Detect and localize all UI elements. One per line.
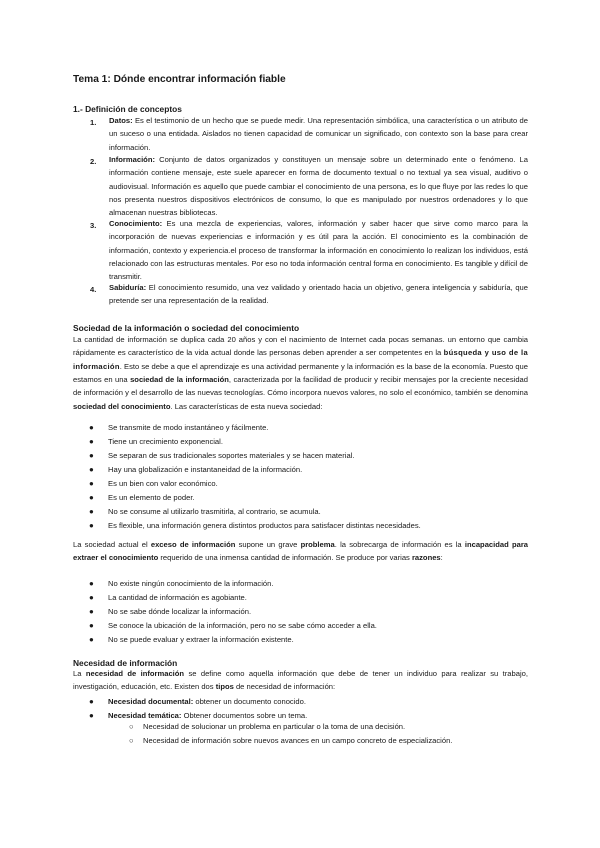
section-heading-definitions: 1.- Definición de conceptos bbox=[73, 104, 182, 114]
bullet-icon: ● bbox=[89, 579, 94, 588]
section-heading-sociedad: Sociedad de la información o sociedad del conocimiento bbox=[73, 323, 300, 333]
paragraph-text: requerido de una inmensa cantidad de información. Se produce por varias bbox=[158, 553, 412, 563]
emphasis-text: exceso de información bbox=[150, 540, 236, 549]
list-item bbox=[89, 695, 306, 709]
list-item-text: La cantidad de información es agobiante. bbox=[108, 593, 247, 602]
definition-informacion bbox=[109, 153, 528, 220]
definition-conocimiento bbox=[109, 217, 528, 284]
definition-text: El conocimiento resumido, una vez validado y orientado hacia un objetivo, genera inteligencia y sabiduría, que pretende ser una representación de la realidad. bbox=[109, 283, 528, 306]
paragraph-text: . Esto se debe a que el aprendizaje es una actividad permanente y la información es la base de la economía. Puesto que estamos en una bbox=[73, 361, 528, 385]
paragraph-text: supone un grave bbox=[235, 540, 301, 549]
bullet-icon: ● bbox=[89, 635, 94, 644]
circle-bullet-icon: ○ bbox=[129, 722, 134, 731]
list-item-text: No existe ningún conocimiento de la información. bbox=[108, 579, 274, 588]
emphasis-text: tipos bbox=[215, 682, 234, 692]
list-item-text: obtener un documento conocido. bbox=[193, 697, 306, 706]
list-number: 4. bbox=[90, 285, 97, 294]
list-item bbox=[89, 463, 302, 477]
list-item bbox=[89, 619, 377, 633]
paragraph-text: La cantidad de información se duplica cada 20 años y con el nacimiento de Internet cada pocas semanas. un entorno que cambia rápidamente es característico de la vida actual donde las personas deben aprender a ser competentes en la bbox=[73, 335, 528, 358]
emphasis-text: sociedad de la información bbox=[130, 375, 229, 385]
paragraph-text: se define como aquella información que debe de tener un individuo para realizar su trabajo, investigación, educación, etc. Existen dos bbox=[73, 669, 528, 692]
bullet-icon: ● bbox=[89, 423, 94, 432]
bullet-icon: ● bbox=[89, 507, 94, 516]
list-item-text: Necesidad de solucionar un problema en particular o la toma de una decisión. bbox=[143, 722, 406, 731]
bullet-icon: ● bbox=[89, 465, 94, 474]
list-item bbox=[89, 505, 321, 519]
exceso-paragraph bbox=[73, 538, 528, 565]
sub-list-item bbox=[129, 736, 452, 745]
emphasis-text: problema bbox=[300, 540, 335, 549]
list-item-text: No se consume al utilizarlo trasmitirla, al contrario, se acumula. bbox=[108, 507, 321, 516]
definition-text: Es una mezcla de experiencias, valores, información y saber hacer que sirve como marco para la incorporación de nuevas experiencias e información y es útil para la acción. El conocimiento es la combinación de información, contexto y experiencia.el proceso de transformar la información en conocimiento lo realizan los individuos, está relacionado con las estructuras mentales. Por eso no toda información central forma en conocimiento. Es tangible y difícil de transmitir. bbox=[109, 219, 528, 282]
list-item bbox=[89, 605, 251, 619]
paragraph-text: . la sobrecarga de información es la bbox=[334, 540, 465, 549]
list-item-text: Obtener documentos sobre un tema. bbox=[181, 711, 308, 720]
list-item-text: Es un bien con valor económico. bbox=[108, 479, 218, 488]
circle-bullet-icon: ○ bbox=[129, 736, 134, 745]
emphasis-text: búsqueda y uso de la información bbox=[73, 348, 528, 371]
list-item-text: Necesidad de información sobre nuevos avances en un campo concreto de especialización. bbox=[143, 736, 453, 745]
definition-text: Es el testimonio de un hecho que se puede medir. Una representación simbólica, una característica o un atributo de un suceso o una entidada. Aislados no tienen capacidad de comunicar un significado, con contexto son la base para crear información. bbox=[109, 116, 528, 152]
list-item-text: Tiene un crecimiento exponencial. bbox=[108, 437, 223, 446]
necesidad-paragraph bbox=[73, 667, 528, 694]
list-item bbox=[89, 435, 223, 449]
definition-term: Conocimiento: bbox=[109, 219, 163, 228]
paragraph-text: La sociedad actual el bbox=[73, 540, 151, 549]
list-item-text: Se separan de sus tradicionales soportes materiales y se hacen material. bbox=[108, 451, 355, 460]
list-item bbox=[89, 591, 247, 605]
paragraph-text: de necesidad de información: bbox=[233, 682, 336, 692]
list-item-text: Es un elemento de poder. bbox=[108, 493, 195, 502]
document-title: Tema 1: Dónde encontrar información fiable bbox=[73, 74, 286, 85]
emphasis-text: sociedad del conocimiento bbox=[73, 401, 171, 411]
definition-sabiduria bbox=[109, 281, 528, 308]
bullet-icon: ● bbox=[89, 621, 94, 630]
list-item bbox=[89, 709, 307, 723]
definition-datos bbox=[109, 114, 528, 154]
list-item-text: Se transmite de modo instantáneo y fácilmente. bbox=[108, 423, 269, 432]
definition-term: Información: bbox=[109, 155, 155, 164]
sub-list-item bbox=[129, 722, 405, 731]
bullet-icon: ● bbox=[89, 697, 94, 706]
list-item-text: No se puede evaluar y extraer la información existente. bbox=[108, 635, 294, 644]
paragraph-text: La bbox=[73, 669, 86, 678]
list-item bbox=[89, 519, 421, 533]
sociedad-paragraph bbox=[73, 333, 528, 413]
list-item-text: Se conoce la ubicación de la información, pero no se sabe cómo acceder a ella. bbox=[108, 621, 377, 630]
bullet-icon: ● bbox=[89, 437, 94, 446]
definition-term: Datos: bbox=[109, 116, 133, 125]
list-number: 3. bbox=[90, 221, 97, 230]
emphasis-text: necesidad de información bbox=[85, 669, 185, 678]
bullet-icon: ● bbox=[89, 607, 94, 616]
list-item bbox=[89, 449, 355, 463]
emphasis-text: incapacidad para extraer el conocimiento bbox=[73, 540, 528, 563]
emphasis-text: razones bbox=[411, 553, 441, 563]
paragraph-text: , caracterizada por la facilidad de producir y recibir mensajes por la creciente necesidad de información y el desarrollo de las nuevas tecnologías. Cómo incorpora nuevos valores, no solo el económico, también se denomina bbox=[73, 375, 528, 398]
list-item bbox=[89, 477, 218, 491]
list-item bbox=[89, 633, 294, 647]
bullet-icon: ● bbox=[89, 479, 94, 488]
list-item bbox=[89, 577, 273, 591]
emphasis-text: Necesidad documental: bbox=[108, 697, 194, 706]
emphasis-text: Necesidad temática: bbox=[108, 711, 182, 720]
list-item bbox=[89, 421, 268, 435]
list-item bbox=[89, 491, 195, 505]
list-item-text: Es flexible, una información genera distintos productos para satisfacer distintas necesidades. bbox=[108, 521, 421, 530]
bullet-icon: ● bbox=[89, 593, 94, 602]
section-heading-necesidad: Necesidad de información bbox=[73, 658, 178, 668]
list-item-text: No se sabe dónde localizar la información. bbox=[108, 607, 252, 616]
bullet-icon: ● bbox=[89, 493, 94, 502]
paragraph-text: : bbox=[440, 553, 443, 563]
bullet-icon: ● bbox=[89, 521, 94, 530]
bullet-icon: ● bbox=[89, 711, 94, 720]
list-number: 2. bbox=[90, 157, 97, 166]
list-item-text: Hay una globalización e instantaneidad de la información. bbox=[108, 465, 303, 474]
definition-text: Conjunto de datos organizados y constituyen un mensaje sobre un determinado ente o fenómeno. La información contiene mensaje, este suele aparecer en forma de documento textual o no textual ya sea visual, auditivo o audiovisual. Información es aquello que puede cambiar el conocimiento de una persona, es lo que fluye por las redes lo que nos presenta nuestros dispositivos electrónicos de consumo, lo que es manipulado por nuestros ordenadores y lo que almacenan nuestras bibliotecas. bbox=[109, 155, 528, 218]
definition-term: Sabiduría: bbox=[109, 283, 147, 292]
paragraph-text: . Las características de esta nueva sociedad: bbox=[170, 401, 323, 411]
bullet-icon: ● bbox=[89, 451, 94, 460]
list-number: 1. bbox=[90, 118, 97, 127]
